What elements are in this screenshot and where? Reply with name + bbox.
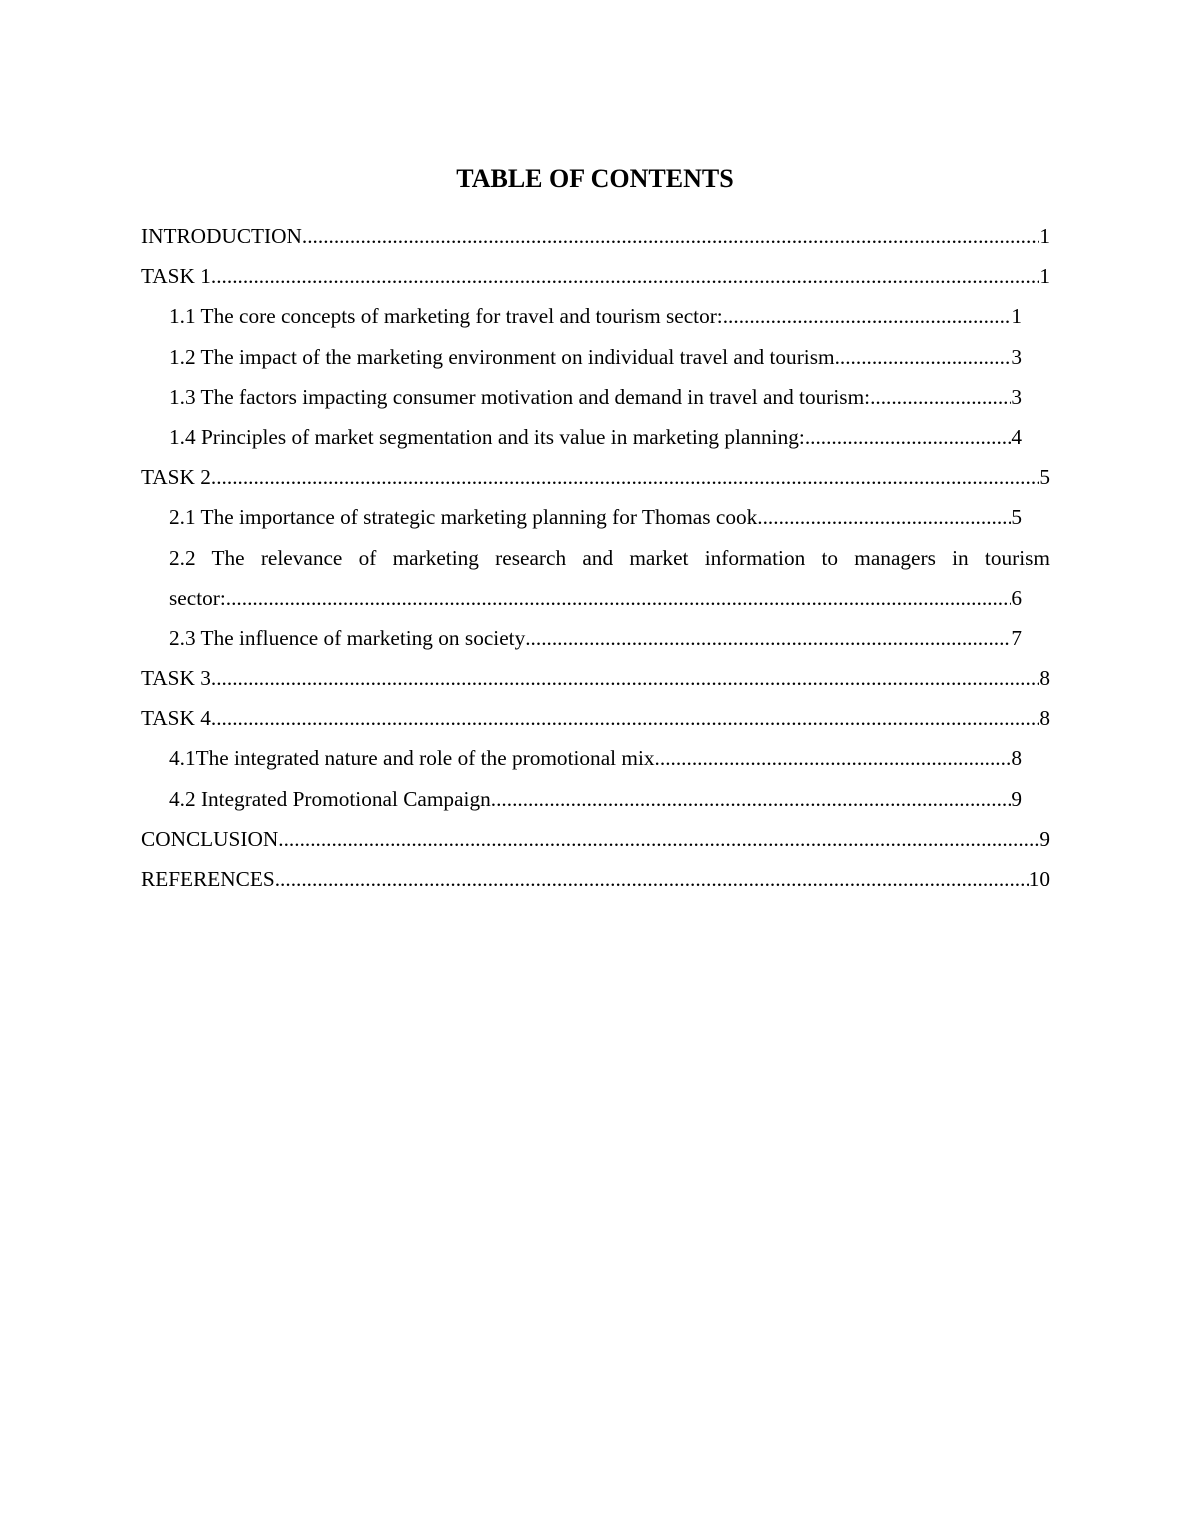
dot-leader [275, 861, 1029, 897]
toc-entry-page: 10 [1028, 867, 1050, 892]
toc-entry-label-line1: 2.2 The relevance of marketing research and market information to managers in tourism [169, 545, 1050, 570]
toc-entry-label: INTRODUCTION [141, 224, 302, 248]
toc-entry-task-2[interactable] [141, 459, 1050, 499]
dot-leader [278, 821, 1039, 857]
toc-entry-page: 1 [1039, 264, 1050, 289]
toc-entry-label: TASK 1 [141, 264, 211, 289]
toc-entry-page: 3 [1011, 384, 1022, 409]
toc-entry-1-3[interactable] [169, 379, 1022, 419]
toc-entry-label: 2.1 The importance of strategic marketing planning for Thomas cook [169, 505, 758, 530]
toc-entry-label: 1.4 Principles of market segmentation and its value in marketing planning: [169, 424, 805, 449]
toc-entry-label: 2.3 The influence of marketing on society [169, 625, 526, 650]
toc-entry-label: TASK 4 [141, 706, 211, 731]
toc-list [141, 218, 1050, 901]
dot-leader [211, 660, 1039, 696]
dot-leader [757, 499, 1011, 535]
toc-entry-page: 4 [1011, 424, 1022, 449]
dot-leader [211, 258, 1039, 294]
dot-leader [226, 580, 1012, 616]
dot-leader [525, 620, 1011, 656]
toc-entry-task-4[interactable] [141, 700, 1050, 740]
toc-entry-page: 1 [1011, 304, 1022, 329]
dot-leader [655, 740, 1012, 776]
toc-entry-introduction[interactable] [141, 218, 1050, 258]
toc-entry-page: 5 [1011, 505, 1022, 530]
toc-entry-4-2[interactable] [169, 781, 1022, 821]
toc-entry-page: 9 [1039, 826, 1050, 851]
toc-entry-1-1[interactable] [169, 298, 1022, 338]
toc-entry-page: 5 [1039, 465, 1050, 490]
toc-entry-task-3[interactable] [141, 660, 1050, 700]
dot-leader [723, 298, 1012, 334]
dot-leader [302, 218, 1039, 254]
dot-leader [491, 781, 1012, 817]
toc-entry-conclusion[interactable] [141, 821, 1050, 861]
toc-entry-references[interactable] [141, 861, 1050, 901]
toc-entry-label: TASK 2 [141, 465, 211, 490]
toc-entry-task-1[interactable] [141, 258, 1050, 298]
toc-entry-2-1[interactable] [169, 499, 1022, 539]
toc-entry-page: 7 [1011, 625, 1022, 650]
toc-entry-2-2[interactable] [169, 540, 1050, 620]
toc-title: TABLE OF CONTENTS [456, 164, 734, 193]
toc-entry-1-4[interactable] [169, 419, 1022, 459]
dot-leader [835, 339, 1012, 375]
toc-entry-page: 9 [1011, 786, 1022, 811]
dot-leader [211, 459, 1039, 495]
toc-entry-2-3[interactable] [169, 620, 1022, 660]
toc-entry-4-1[interactable] [169, 740, 1022, 780]
toc-entry-page: 8 [1039, 666, 1050, 691]
toc-entry-page: 1 [1039, 224, 1050, 248]
toc-entry-label: 1.1 The core concepts of marketing for travel and tourism sector: [169, 304, 723, 329]
toc-entry-label: 1.2 The impact of the marketing environment on individual travel and tourism [169, 344, 835, 369]
toc-entry-label: REFERENCES [141, 867, 275, 892]
toc-entry-page: 8 [1039, 706, 1050, 731]
toc-entry-1-2[interactable] [169, 339, 1022, 379]
toc-entry-page: 8 [1011, 746, 1022, 771]
dot-leader [805, 419, 1012, 455]
toc-entry-label: 4.1The integrated nature and role of the promotional mix [169, 746, 655, 771]
toc-entry-page: 6 [1011, 585, 1022, 610]
dot-leader [870, 379, 1011, 415]
toc-entry-label: 4.2 Integrated Promotional Campaign [169, 786, 491, 811]
toc-entry-page: 3 [1011, 344, 1022, 369]
toc-entry-label: 1.3 The factors impacting consumer motivation and demand in travel and tourism: [169, 384, 871, 409]
toc-entry-label: TASK 3 [141, 666, 211, 691]
dot-leader [211, 700, 1039, 736]
toc-entry-label: CONCLUSION [141, 826, 279, 851]
toc-entry-label-line2: sector: [169, 585, 226, 610]
